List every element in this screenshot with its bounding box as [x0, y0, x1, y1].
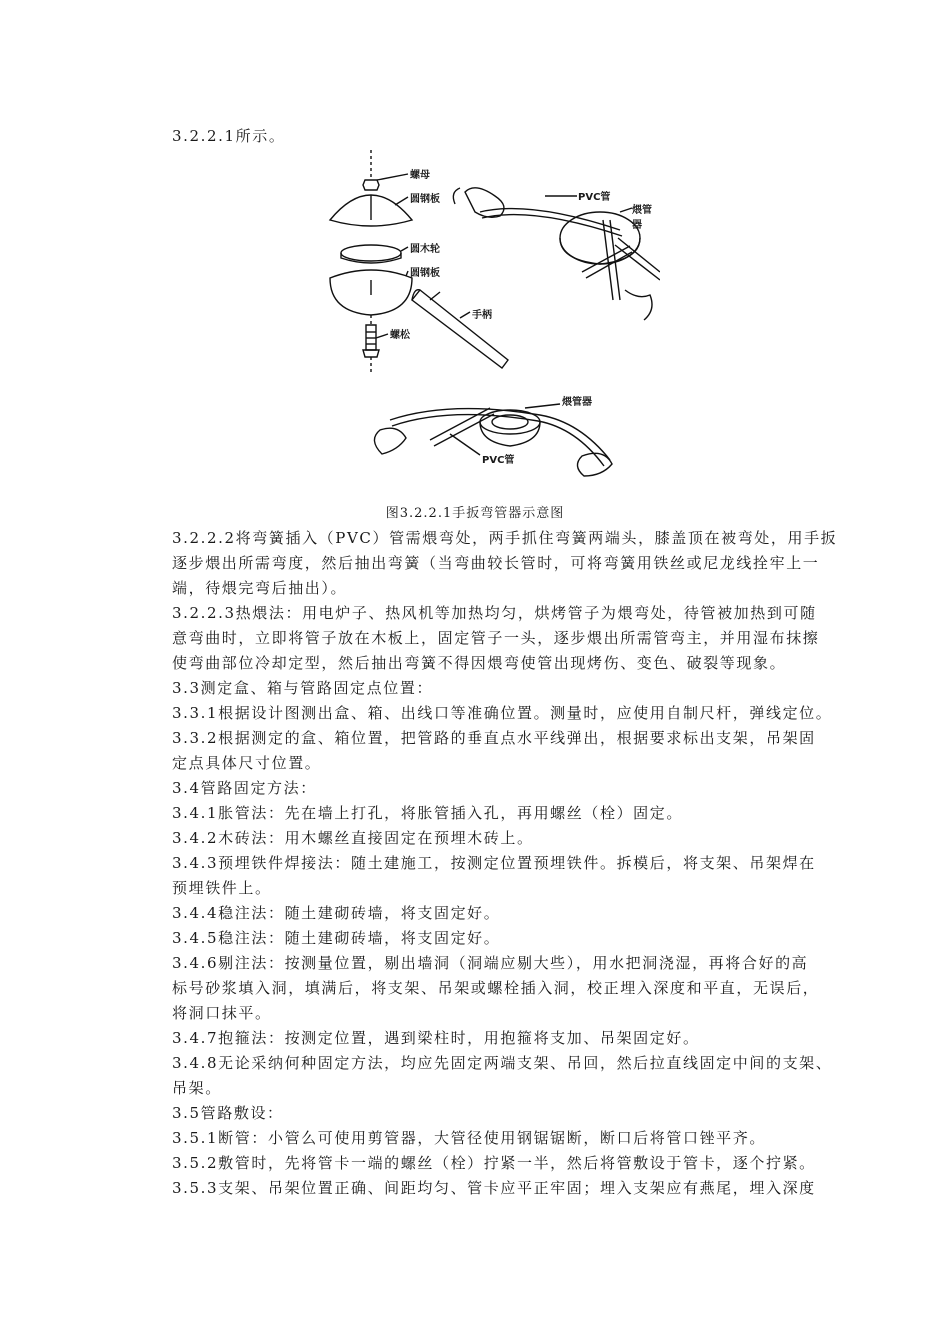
label-steel-plate-top: 圆钢板	[410, 194, 440, 205]
label-nut: 螺母	[410, 170, 430, 181]
text-line: 3.3.2根据测定的盒、箱位置，把管路的垂直点水平线弹出，根据要求标出支架，吊架固	[172, 729, 816, 747]
text-line: 3.4.6剔注法：按测量位置，剔出墙洞（洞端应剔大些），用水把洞浇湿，再将合好的高	[172, 954, 809, 972]
section-heading: 3.4管路固定方法：	[172, 779, 317, 797]
text-line: 3.5.1断管：小管么可使用剪管器，大管径使用钢锯锯断，断口后将管口锉平齐。	[172, 1129, 766, 1147]
label-pvc-pipe-top: PVC管	[578, 192, 611, 203]
text-line: 端，待煨完弯后抽出）。	[172, 579, 348, 597]
text-line: 3.4.7抱箍法：按测定位置，遇到梁柱时，用抱箍将支加、吊架固定好。	[172, 1029, 700, 1047]
text-line: 3.4.3预埋铁件焊接法：随土建施工，按测定位置预埋铁件。拆模后，将支架、吊架焊在	[172, 854, 816, 872]
text-line: 使弯曲部位冷却定型，然后抽出弯簧不得因煨弯使管出现烤伤、变色、破裂等现象。	[172, 654, 787, 672]
text-line: 3.4.5稳注法：随土建砌砖墙，将支固定好。	[172, 929, 501, 947]
text-line: 3.5.2敷管时，先将管卡一端的螺丝（栓）拧紧一半，然后将管敷设于管卡，逐个拧紧。	[172, 1154, 816, 1172]
text-line: 3.3.1根据设计图测出盒、箱、出线口等准确位置。测量时，应使用自制尺杆，弹线定位。	[172, 704, 833, 722]
text-line: 逐步煨出所需弯度，然后抽出弯簧（当弯曲较长管时，可将弯簧用铁丝或尼龙线拴牢上一	[172, 554, 820, 572]
text-line: 标号砂浆填入洞，填满后，将支架、吊架或螺栓插入洞，校正埋入深度和平直，无误后，	[172, 979, 820, 997]
text-line: 将洞口抹平。	[172, 1004, 272, 1022]
label-bender-top: 煨管器	[632, 205, 652, 231]
text-line: 3.2.2.2将弯簧插入（PVC）管需煨弯处，两手抓住弯簧两端头，膝盖顶在被弯处，用手扳	[172, 529, 838, 547]
text-line: 定点具体尺寸位置。	[172, 754, 322, 772]
section-heading: 3.5管路敷设：	[172, 1104, 284, 1122]
label-wood-wheel: 圆木轮	[410, 244, 440, 255]
label-steel-plate-bottom: 圆钢板	[410, 268, 440, 279]
label-bender-bottom: 煨管器	[562, 397, 592, 408]
text-line: 3.2.2.3热煨法：用电炉子、热风机等加热均匀，烘烤管子为煨弯处，待管被加热到可随	[172, 604, 817, 622]
text-line: 吊架。	[172, 1079, 222, 1097]
text-line: 3.4.8无论采纳何种固定方法，均应先固定两端支架、吊回，然后拉直线固定中间的支架、	[172, 1054, 833, 1072]
figure-caption: 图3.2.2.1手扳弯管器示意图	[385, 506, 565, 521]
label-handle: 手柄	[472, 310, 492, 321]
label-pvc-pipe-bottom: PVC管	[482, 455, 515, 466]
label-bolt: 螺松	[390, 330, 410, 341]
text-line: 意弯曲时，立即将管子放在木板上，固定管子一头，逐步煨出所需管弯主，并用湿布抹擦	[172, 629, 820, 647]
text-line: 预埋铁件上。	[172, 879, 272, 897]
text-line: 3.4.1胀管法：先在墙上打孔，将胀管插入孔，再用螺丝（栓）固定。	[172, 804, 683, 822]
text-line-intro: 3.2.2.1所示。	[172, 127, 286, 145]
text-line: 3.4.2木砖法：用木螺丝直接固定在预埋木砖上。	[172, 829, 534, 847]
text-line: 3.4.4稳注法：随土建砌砖墙，将支固定好。	[172, 904, 501, 922]
pipe-bender-figure	[320, 150, 660, 500]
text-line: 3.5.3支架、吊架位置正确、间距均匀、管卡应平正牢固；埋入支架应有燕尾，埋入深度	[172, 1179, 816, 1197]
section-heading: 3.3测定盒、箱与管路固定点位置：	[172, 679, 434, 697]
